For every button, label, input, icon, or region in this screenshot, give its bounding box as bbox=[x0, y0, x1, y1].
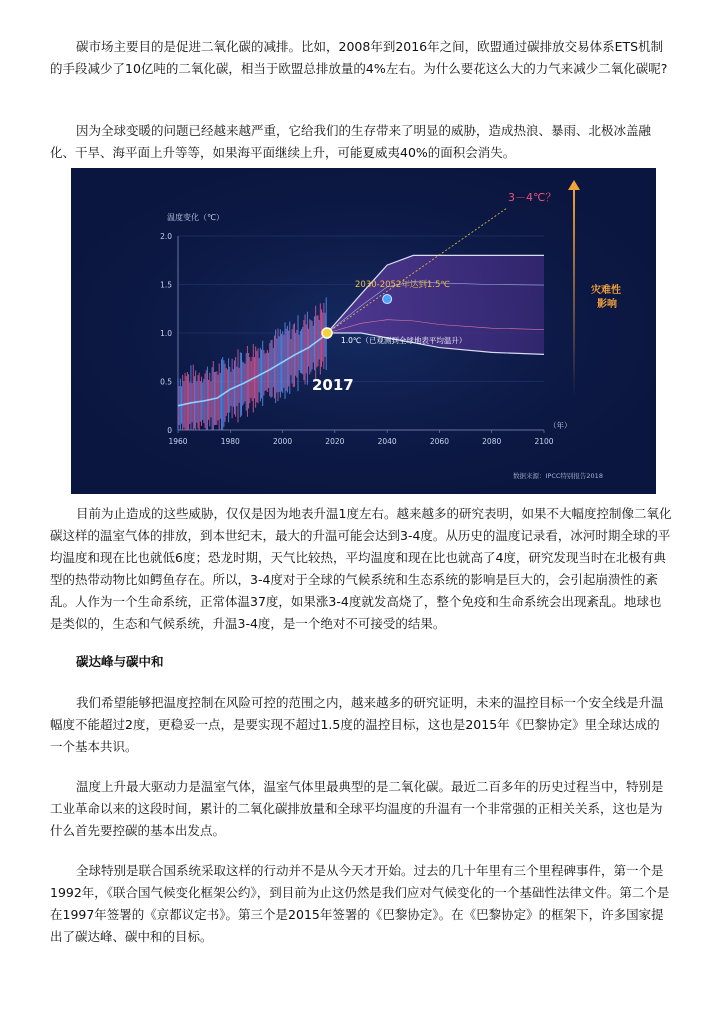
paragraph-carbon-market: 碳市场主要目的是促进二氧化碳的减排。比如，2008年到2016年之间，欧盟通过碳排放交易体系ETS机制的手段减少了10亿吨的二氧化碳，相当于欧盟总排放量的4%左右。为什么要花这么大的力气来减少二氧化碳呢? bbox=[50, 39, 668, 76]
x-tick-label: 1960 bbox=[168, 437, 188, 446]
paragraph-milestones: 全球特别是联合国系统采取这样的行动并不是从今天才开始。过去的几十年里有三个里程碑事件，第一个是1992年，《联合国气候变化框架公约》，到目前为止这仍然是我们应对气候变化的一个基础性法律文件。第二个是在1997年签署的《京都议定书》。第三个是2015年签署的《巴黎协定》。在《巴黎协定》的框架下，许多国家提出了碳达峰、碳中和的目标。 bbox=[50, 863, 670, 944]
y-tick-label: 1.0 bbox=[160, 329, 172, 338]
x-tick-label: 2040 bbox=[377, 437, 397, 446]
source-label: 数据来源：IPCC特别报告2018 bbox=[513, 472, 603, 480]
observed-2017-point bbox=[322, 328, 332, 338]
x-tick-label: 2060 bbox=[429, 437, 449, 446]
target-range-point bbox=[383, 295, 392, 304]
x-tick-label: 2000 bbox=[273, 437, 293, 446]
impact-arrow-shaft bbox=[573, 186, 575, 396]
future-warming-annotation: 3－4℃？ bbox=[508, 191, 557, 204]
y-tick-label: 0.5 bbox=[160, 377, 172, 387]
section-heading: 碳达峰与碳中和 bbox=[76, 654, 164, 669]
target-range-annotation: 2030-2052年达到1.5℃ bbox=[355, 280, 450, 290]
year-2017-label: 2017 bbox=[312, 376, 354, 394]
y-tick-label: 1.5 bbox=[160, 280, 172, 290]
x-axis-unit: （年） bbox=[549, 421, 572, 430]
y-tick-label: 2.0 bbox=[160, 232, 172, 241]
temperature-chart bbox=[71, 168, 656, 494]
x-tick-label: 1980 bbox=[220, 437, 240, 446]
paragraph-greenhouse-gas: 温度上升最大驱动力是温室气体，温室气体里最典型的是二氧化碳。最近二百多年的历史过程当中，特别是工业革命以来的这段时间，累计的二氧化碳排放量和全球平均温度的升温有一个非常强的正相关关系，这也是为什么首先要控碳的基本出发点。 bbox=[50, 779, 664, 838]
x-tick-label: 2080 bbox=[482, 437, 502, 446]
observed-warming-annotation: 1.0℃（已观测到全球地表平均温升） bbox=[341, 336, 467, 345]
y-tick-label: 0 bbox=[167, 426, 172, 435]
x-tick-label: 2100 bbox=[534, 437, 554, 446]
paragraph-temperature-target: 我们希望能够把温度控制在风险可控的范围之内，越来越多的研究证明，未来的温控目标一个安全线是升温幅度不能超过2度，更稳妥一点，是要实现不超过1.5度的温控目标，这也是2015年《巴黎协定》里全球达成的一个基本共识。 bbox=[50, 695, 664, 754]
impact-label: 灾难性影响 bbox=[591, 285, 621, 310]
x-tick-label: 2020 bbox=[325, 437, 345, 446]
y-axis-title: 温度变化（℃） bbox=[167, 213, 224, 222]
paragraph-threat-analysis: 目前为止造成的这些威胁，仅仅是因为地表升温1度左右。越来越多的研究表明，如果不大幅度控制像二氧化碳这样的温室气体的排放，到本世纪末，最大的升温可能会达到3-4度。从历史的温度记录看，冰河时期全球的平均温度和现在比也就低6度；恐龙时期，天气比较热，平均温度和现在比也就高了4度，研究发现当时在北极有典型的热带动物比如鳄鱼存在。所以，3-4度对于全球的气候系统和生态系统的影响是巨大的，会引起崩溃性的紊乱。人作为一个生命系统，正常体温37度，如果涨3-4度就发高烧了，整个免疫和生命系统会出现紊乱。地球也是类似的，生态和气候系统，升温3-4度，是一个绝对不可接受的结果。 bbox=[50, 506, 672, 631]
temperature-chart-figure bbox=[71, 168, 656, 494]
paragraph-warming-threat: 因为全球变暖的问题已经越来越严重，它给我们的生存带来了明显的威胁，造成热浪、暴雨、北极冰盖融化、干旱、海平面上升等等，如果海平面继续上升，可能夏威夷40%的面积会消失。 bbox=[50, 123, 652, 160]
